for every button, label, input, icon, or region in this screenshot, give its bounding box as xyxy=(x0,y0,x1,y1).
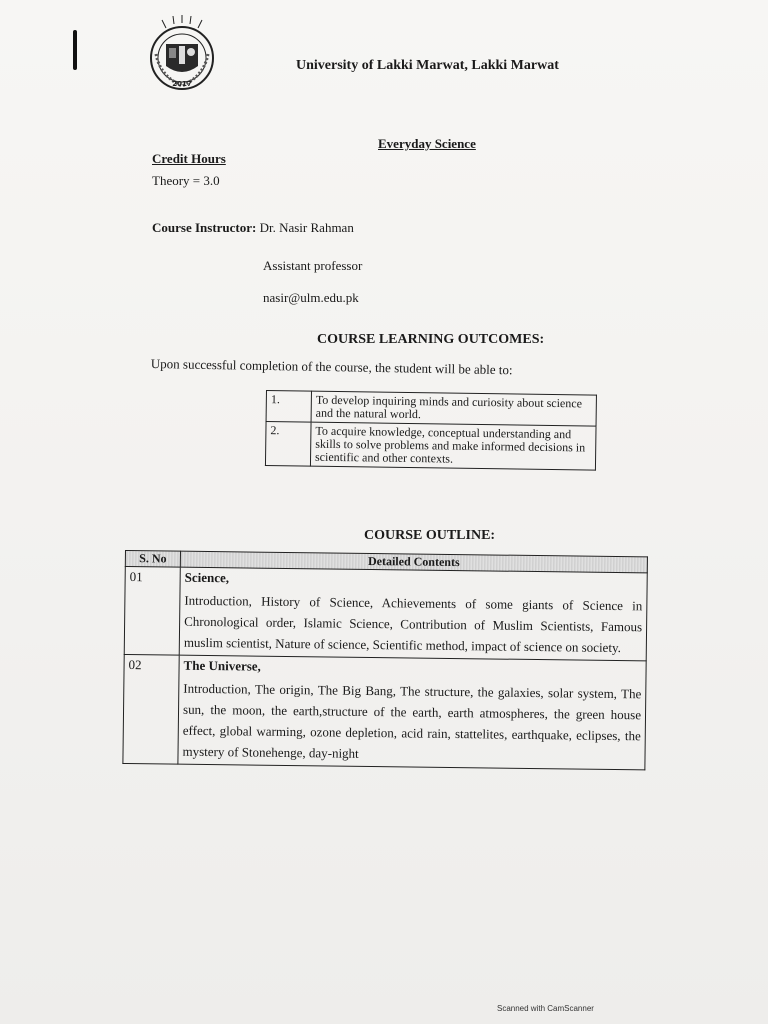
table-row xyxy=(266,391,596,427)
seal-year: 2017 xyxy=(172,80,192,88)
margin-pen-mark xyxy=(73,30,77,70)
learning-outcomes-heading: COURSE LEARNING OUTCOMES: xyxy=(317,332,545,347)
row-topic: The Universe, xyxy=(183,657,261,674)
course-title: Everyday Science xyxy=(378,136,476,151)
instructor-designation: Assistant professor xyxy=(263,258,363,273)
learning-outcomes-table xyxy=(265,390,597,471)
row-details: Introduction, History of Science, Achievements of some giants of Science in Chronological order, Islamic Science, Contribution of Muslim Scientists, Famous muslim scientist, Nature of science, Scientific method, impact of science on society. xyxy=(183,592,643,656)
table-row xyxy=(123,654,646,769)
table-row xyxy=(265,422,596,471)
row-details: Introduction, The origin, The Big Bang, The structure, the galaxies, solar system, The sun, the moon, the earth,structure of the earth, earth atmospheres, the green house effect, global warming, ozone depletion, acid rain, stattelites, earthquake, eclipses, the mystery of Stonehenge, day-night xyxy=(182,680,642,761)
learning-outcomes-intro: Upon successful completion of the course, the student will be able to: xyxy=(150,356,513,378)
outcome-text: To develop inquiring minds and curiosity about science and the natural world. xyxy=(311,391,596,426)
theory-credit-hours: Theory = 3.0 xyxy=(152,173,220,188)
outcome-number: 1. xyxy=(266,391,311,423)
scanner-watermark: Scanned with CamScanner xyxy=(497,1004,594,1013)
university-seal-icon xyxy=(146,14,218,92)
instructor-label: Course Instructor: xyxy=(152,220,257,235)
row-contents xyxy=(179,567,647,661)
column-header-contents: Detailed Contents xyxy=(180,551,647,573)
instructor-name: Dr. Nasir Rahman xyxy=(256,220,354,235)
row-topic: Science, xyxy=(184,569,230,586)
row-serial-number: 01 xyxy=(124,567,180,656)
outcome-number: 2. xyxy=(265,422,311,467)
row-serial-number: 02 xyxy=(123,654,179,764)
outcome-text: To acquire knowledge, conceptual understanding and skills to solve problems and make informed decisions in scientific and other contexts. xyxy=(310,422,596,470)
instructor-email: nasir@ulm.edu.pk xyxy=(263,290,359,305)
table-row xyxy=(124,567,647,661)
course-instructor xyxy=(152,220,354,236)
course-outline-table xyxy=(122,550,648,770)
credit-hours-heading: Credit Hours xyxy=(152,151,226,166)
column-header-sno: S. No xyxy=(125,551,180,568)
row-contents xyxy=(178,655,646,770)
course-outline-heading: COURSE OUTLINE: xyxy=(364,528,496,543)
university-title: University of Lakki Marwat, Lakki Marwat xyxy=(296,58,559,73)
